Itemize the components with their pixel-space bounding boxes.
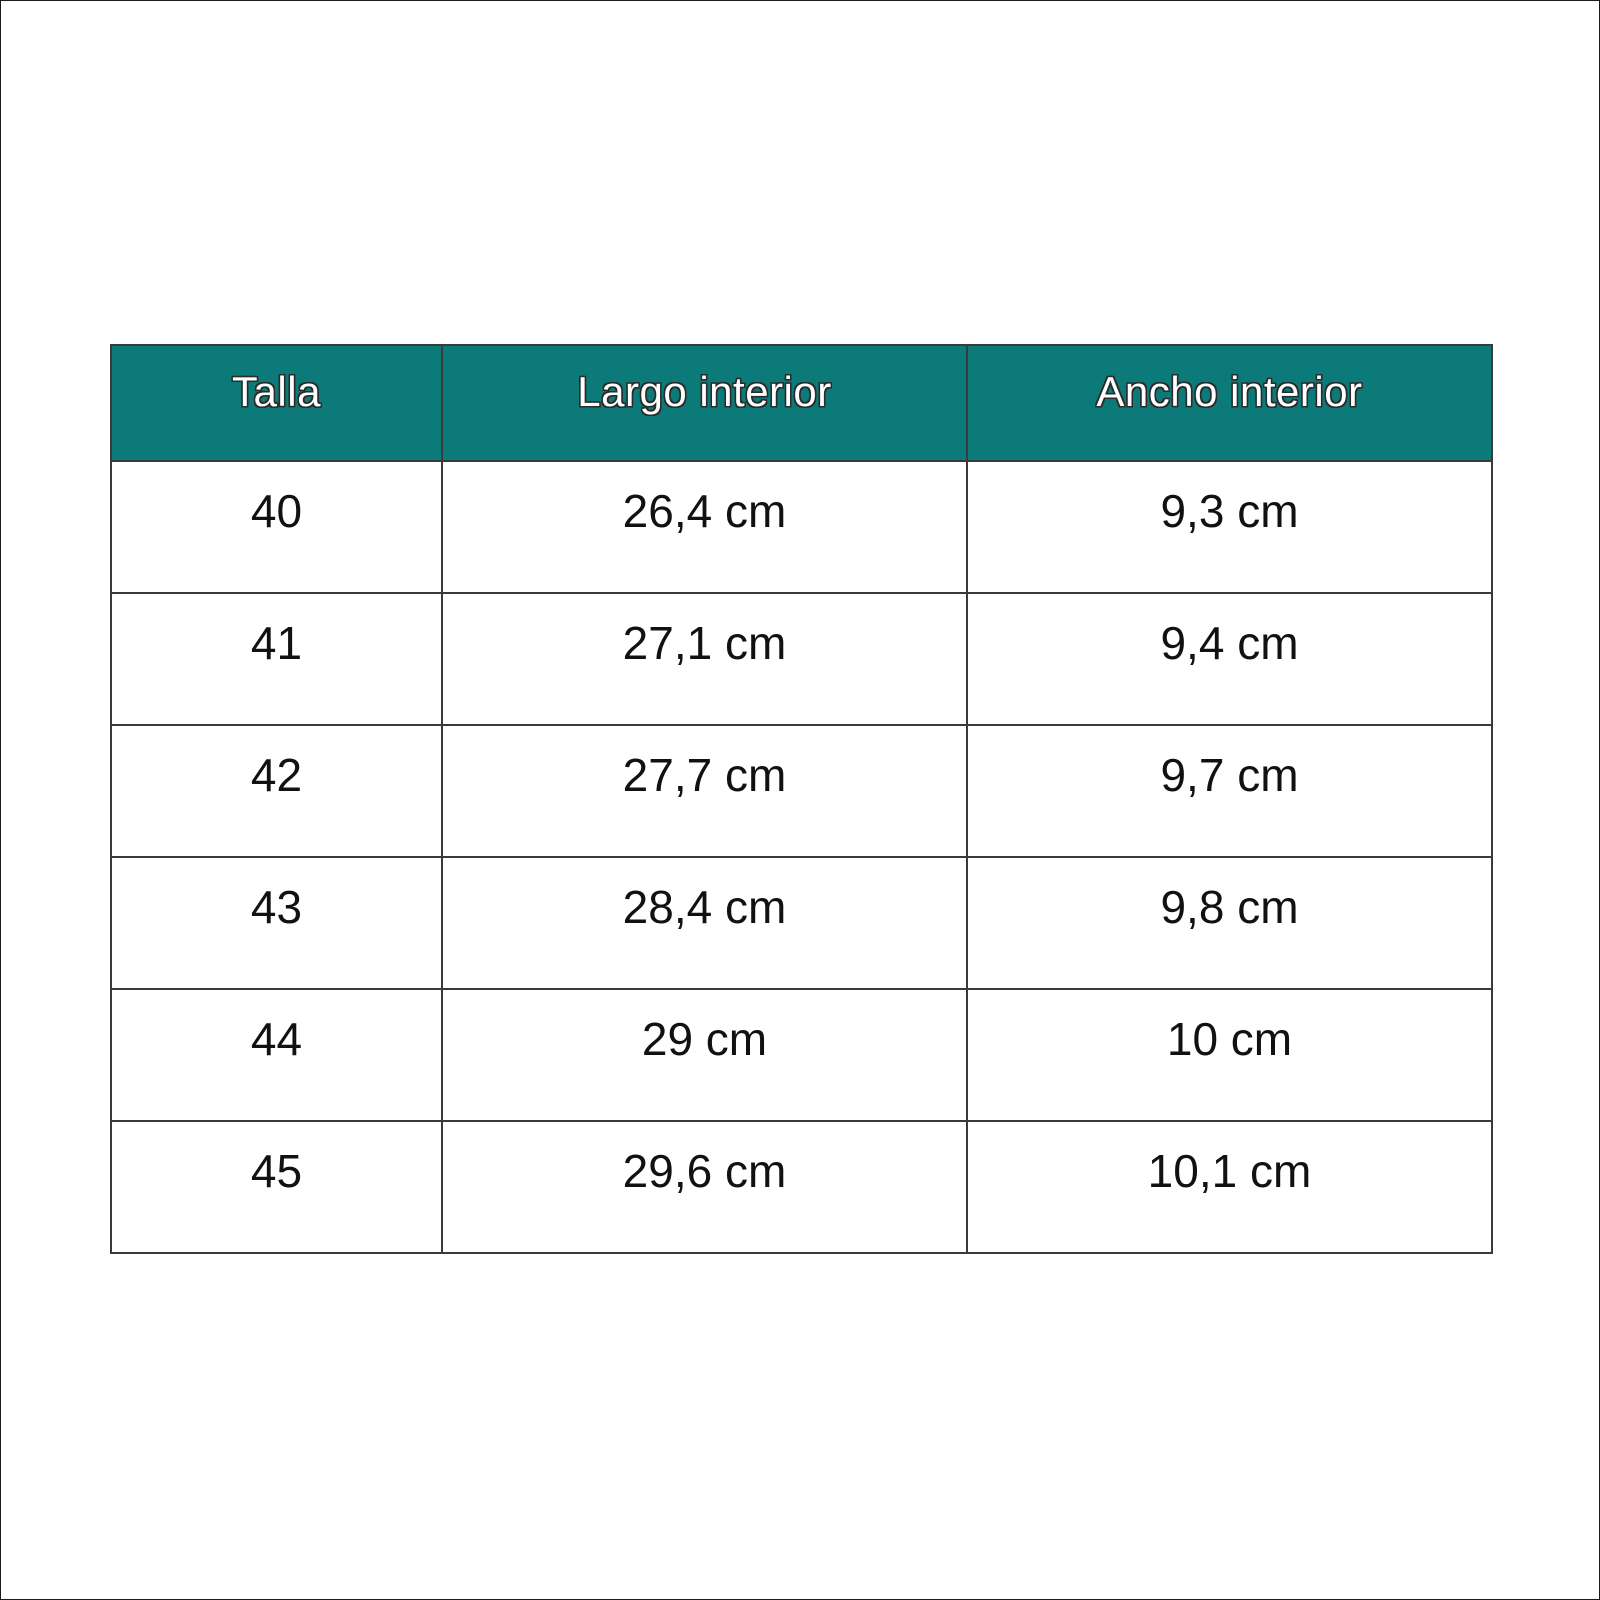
cell-largo: 26,4 cm (442, 461, 967, 593)
cell-talla: 40 (111, 461, 442, 593)
header-talla: Talla (111, 345, 442, 461)
table-row (111, 461, 1492, 593)
table-row (111, 857, 1492, 989)
cell-ancho: 10 cm (967, 989, 1492, 1121)
table-row (111, 989, 1492, 1121)
cell-talla: 45 (111, 1121, 442, 1253)
table-row (111, 725, 1492, 857)
cell-ancho: 9,7 cm (967, 725, 1492, 857)
cell-largo: 29,6 cm (442, 1121, 967, 1253)
cell-talla: 42 (111, 725, 442, 857)
cell-talla: 44 (111, 989, 442, 1121)
header-row (111, 345, 1492, 461)
cell-talla: 41 (111, 593, 442, 725)
cell-ancho: 9,8 cm (967, 857, 1492, 989)
cell-largo: 28,4 cm (442, 857, 967, 989)
table-header (111, 345, 1492, 461)
table-body (111, 461, 1492, 1253)
cell-ancho: 9,4 cm (967, 593, 1492, 725)
size-chart-table (110, 344, 1493, 1254)
header-largo-interior: Largo interior (442, 345, 967, 461)
table-row (111, 1121, 1492, 1253)
cell-talla: 43 (111, 857, 442, 989)
cell-ancho: 9,3 cm (967, 461, 1492, 593)
cell-largo: 27,7 cm (442, 725, 967, 857)
cell-ancho: 10,1 cm (967, 1121, 1492, 1253)
cell-largo: 27,1 cm (442, 593, 967, 725)
cell-largo: 29 cm (442, 989, 967, 1121)
header-ancho-interior: Ancho interior (967, 345, 1492, 461)
table-row (111, 593, 1492, 725)
